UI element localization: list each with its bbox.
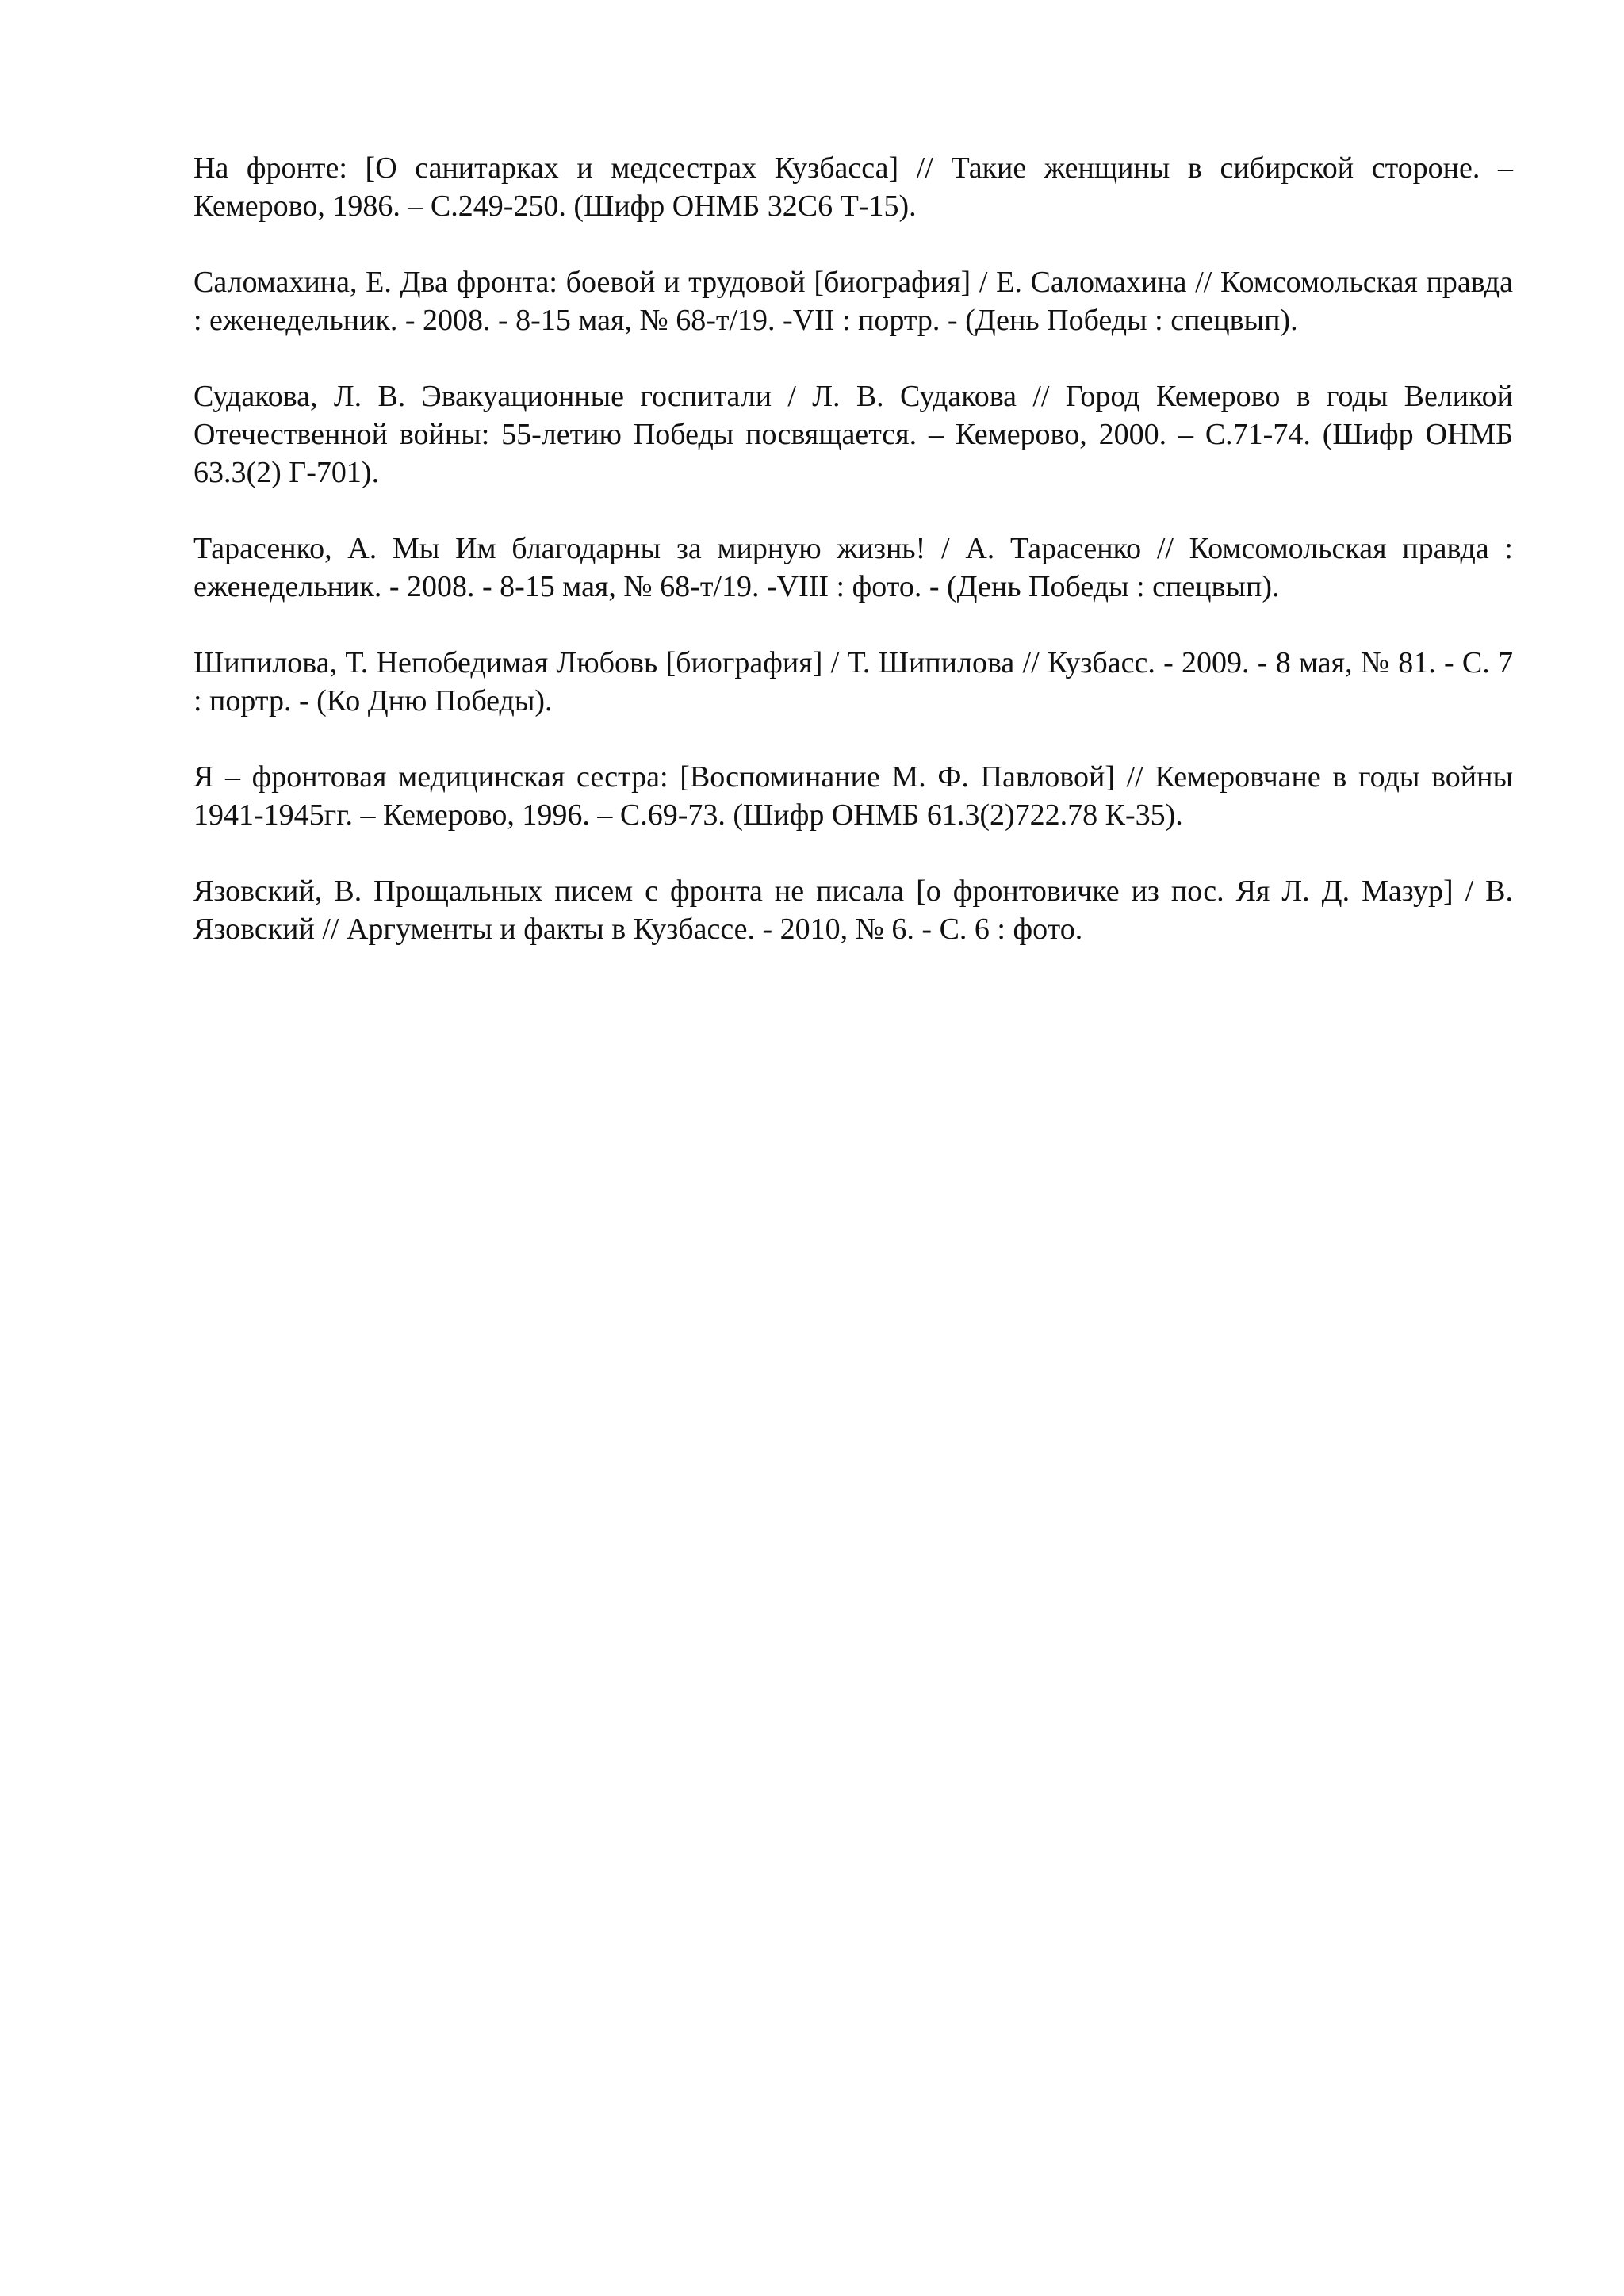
bibliography-entry: Тарасенко, А. Мы Им благодарны за мирную жизнь! / А. Тарасенко // Комсомольская правда : еженедельник. - 2008. - 8-15 мая, № 68-т/19. -VIII : фото. - (День Победы : спецвып). [193,532,1513,603]
bibliography-entry: Шипилова, Т. Непобедимая Любовь [биография] / Т. Шипилова // Кузбасс. - 2009. - 8 мая, № 81. - С. 7 : портр. - (Ко Дню Победы). [193,646,1513,718]
bibliography-entry: Судакова, Л. В. Эвакуационные госпитали / Л. В. Судакова // Город Кемерово в годы Великой Отечественной войны: 55-летию Победы посвящается. – Кемерово, 2000. – С.71-74. (Шифр ОНМБ 63.3(2) Г-701). [193,380,1513,489]
bibliography-entry: Саломахина, Е. Два фронта: боевой и трудовой [биография] / Е. Саломахина // Комсомольская правда : еженедельник. - 2008. - 8-15 мая, № 68-т/19. -VII : портр. - (День Победы : спецвып). [193,266,1513,337]
bibliography-list [193,149,1513,948]
bibliography-entry: На фронте: [О санитарках и медсестрах Кузбасса] // Такие женщины в сибирской стороне. – Кемерово, 1986. – С.249-250. (Шифр ОНМБ 32С6 Т-15). [193,151,1513,223]
bibliography-entry: Язовский, В. Прощальных писем с фронта не писала [о фронтовичке из пос. Яя Л. Д. Мазур] / В. Язовский // Аргументы и факты в Кузбассе. - 2010, № 6. - С. 6 : фото. [193,874,1513,946]
bibliography-entry: Я – фронтовая медицинская сестра: [Воспоминание М. Ф. Павловой] // Кемеровчане в годы войны 1941-1945гг. – Кемерово, 1996. – С.69-73. (Шифр ОНМБ 61.3(2)722.78 К-35). [193,760,1513,832]
